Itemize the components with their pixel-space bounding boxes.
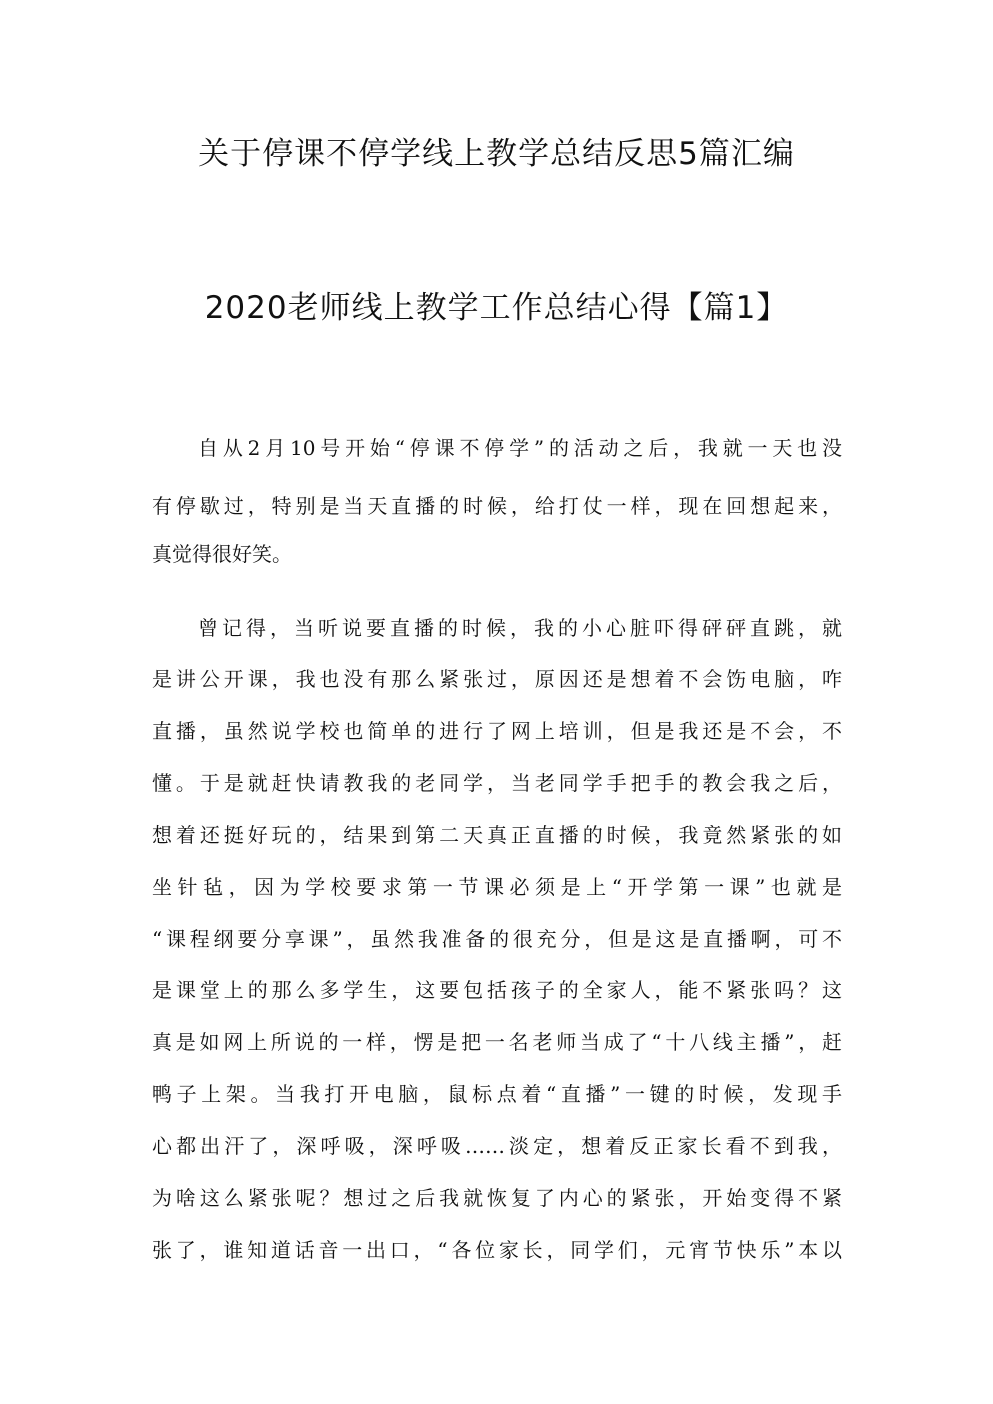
paragraph-line: 真觉得很好笑。 [152,542,292,566]
paragraph-line: 心都出汗了，深呼吸，深呼吸……淡定，想着反正家长看不到我， [152,1134,842,1158]
paragraph-line: 自从2月10号开始“停课不停学”的活动之后，我就一天也没 [198,436,842,460]
paragraph-line: 鸭子上架。当我打开电脑，鼠标点着“直播”一键的时候，发现手 [152,1082,842,1106]
paragraph-line: 张了，谁知道话音一出口，“各位家长，同学们，元宵节快乐”本以 [152,1238,842,1262]
paragraph-line: 为啥这么紧张呢？想过之后我就恢复了内心的紧张，开始变得不紧 [152,1186,842,1210]
paragraph-line: 懂。于是就赶快请教我的老同学，当老同学手把手的教会我之后， [152,771,842,795]
paragraph-line: 是讲公开课，我也没有那么紧张过，原因还是想着不会饬电脑，咋 [152,667,842,691]
paragraph-line: 想着还挺好玩的，结果到第二天真正直播的时候，我竟然紧张的如 [152,823,842,847]
paragraph-line: 是课堂上的那么多学生，这要包括孩子的全家人，能不紧张吗？这 [152,978,842,1002]
document-title: 关于停课不停学线上教学总结反思5篇汇编 [198,136,795,172]
paragraph-line: “课程纲要分享课”，虽然我准备的很充分，但是这是直播啊，可不 [152,927,842,951]
paragraph-line: 直播，虽然说学校也简单的进行了网上培训，但是我还是不会，不 [152,719,842,743]
section-title: 2020老师线上教学工作总结心得【篇1】 [204,290,789,326]
paragraph-line: 曾记得，当听说要直播的时候，我的小心脏吓得砰砰直跳，就 [198,616,842,640]
paragraph-line: 坐针毡，因为学校要求第一节课必须是上“开学第一课”也就是 [152,875,842,899]
paragraph-line: 有停歇过，特别是当天直播的时候，给打仗一样，现在回想起来， [152,494,842,518]
paragraph-line: 真是如网上所说的一样，愣是把一名老师当成了“十八线主播”，赶 [152,1030,842,1054]
